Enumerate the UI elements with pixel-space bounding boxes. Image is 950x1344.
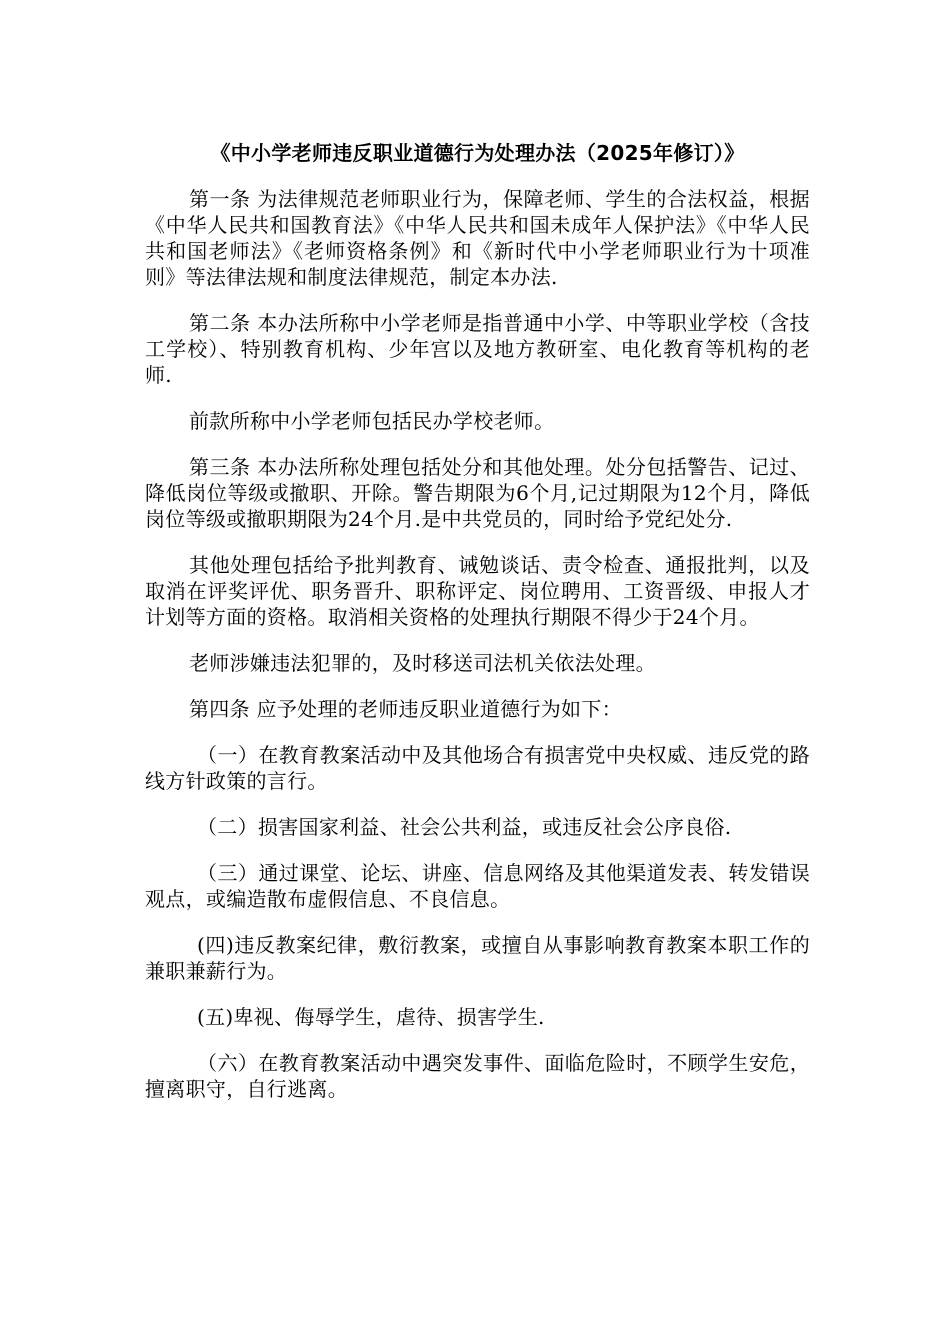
article-2-paragraph: 第二条 本办法所称中小学老师是指普通中小学、中等职业学校（含技工学校）、特别教育机构、少年宫以及地方教研室、电化教育等机构的老师. [145,311,810,387]
document-title: 《中小学老师违反职业道德行为处理办法（2025年修订）》 [210,141,745,165]
article-1-paragraph: 第一条 为法律规范老师职业行为，保障老师、学生的合法权益，根据《中华人民共和国教育法》《中华人民共和国未成年人保护法》《中华人民共和国老师法》《老师资格条例》和《新时代中小学老师职业行为十项准则》等法律法规和制度法律规范，制定本办法. [145,187,810,289]
article-4-item-2: （二）损害国家利益、社会公共利益，或违反社会公序良俗. [197,815,732,839]
article-4-item-1: （一）在教育教案活动中及其他场合有损害党中央权威、违反党的路线方针政策的言行。 [145,743,810,793]
article-3-criminal-paragraph: 老师涉嫌违法犯罪的，及时移送司法机关依法处理。 [189,651,656,675]
article-2-supplement-paragraph: 前款所称中小学老师包括民办学校老师。 [189,409,555,433]
article-3-other-handling-paragraph: 其他处理包括给予批判教育、诫勉谈话、责令检查、通报批判，以及取消在评奖评优、职务晋升、职称评定、岗位聘用、工资晋级、申报人才计划等方面的资格。取消相关资格的处理执行期限不得少于24个月。 [145,553,810,629]
article-3-paragraph: 第三条 本办法所称处理包括处分和其他处理。处分包括警告、记过、降低岗位等级或撤职、开除。警告期限为6个月,记过期限为12个月，降低岗位等级或撤职期限为24个月.是中共党员的，同时给予党纪处分. [145,455,810,531]
article-4-paragraph: 第四条 应予处理的老师违反职业道德行为如下： [189,697,622,721]
article-4-item-4: (四)违反教案纪律，敷衍教案，或擅自从事影响教育教案本职工作的兼职兼薪行为。 [145,933,810,983]
document-body [145,140,810,1122]
article-4-item-6: （六）在教育教案活动中遇突发事件、面临危险时，不顾学生安危，擅离职守，自行逃离。 [145,1051,810,1101]
article-4-item-3: （三）通过课堂、论坛、讲座、信息网络及其他渠道发表、转发错误观点，或编造散布虚假信息、不良信息。 [145,861,810,911]
article-4-item-5: (五)卑视、侮辱学生，虐待、损害学生. [197,1005,545,1029]
